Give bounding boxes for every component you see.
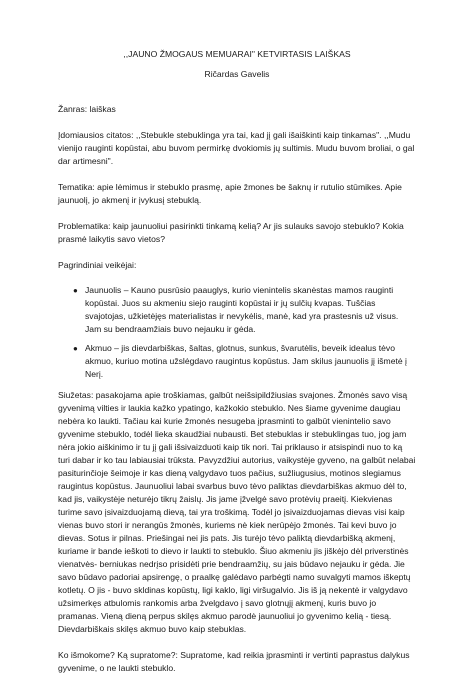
quotes-paragraph: Įdomiausios citatos: ,,Stebukle stebuklinga yra tai, kad jį gali išaiškinti kaip tinkamas". ,,Mudu vieniјo raugintі kopūstai, abu buvom permirkę dvokiomis jų sultimis. Mudu buvom broliai, o gal dar artimesni". [58,130,415,166]
list-item [74,342,416,381]
author-name: Ričardas Gavelis [204,69,270,79]
characters-list [58,284,416,381]
theme-paragraph: Tematika: apie lėmimus ir stebuklo prasmę, apie žmones be šaknų ir rutulio stūmikes. Apie jaunuolį, jo akmenį ir įvykusį stebuklą. [58,182,402,205]
document-title: ,,JAUNO ŽMOGAUS MEMUARAI" KETVIRTASIS LAIŠKAS [123,49,351,59]
character-description: Akmuo – jis dievdarbiškas, šaltas, glotnus, sunkus, švarutėlis, beveik idealus tėvo akmuo, kuriuo motina užslėgdavo raugintus kopūstus. Jam skilus jaunuolis jį išmetė į Nerį. [85,343,407,379]
bullet-icon: ● [73,344,78,353]
list-item [74,284,416,336]
plot-paragraph: Siužetas: pasakojama apie troškiamas, galbūt neišsipildžiusias svajones. Žmonės savo visą gyvenimą vilties ir laukia kažko ypatingo, kažkokio stebuklo. Nes šiame gyvenime daugiau nebėra ko laukti. Tačiau kai kurie žmonės nesugeba įprasminti to galbūt vienintelio savo gyvenime stebuklo, todėl lieka skaudžiai nubausti. Bet stebuklas ir stebuklingas tuo, jog jam nėra jokio aiškinimo ir tu jį gali išsivaizduoti kaip tik nori. Tai priklauso ir atsispindi nuo to ką turi dabar ir ko tau labiausiai trūksta. Pavyzdžiui autorius, vaikystėje gyveno, na galbūt nelabai pasiturinčioje šeimoje ir kas dieną valgydavo tuos pačius, sužliugusius, motinos slegiamus raugintus kopūstus. Jaunuoliui labai svarbus buvo tėvo paliktas dievdarbiškas akmuo dėl to, kad jis, vaikystėje neturėjo tikrų žaislų. Jis jame įžvelgė savo protėvių praeitį. Kiekvienas turime savo įsivaizduojamą dievą, tai yra troškimą. Todėl jo įsivaizduojamas dievas visi kaip vienas buvo stori ir nerangūs žmonės, kuriems nė kiek nerūpėjo žmonės. Tai kevi buvo jo dievas. Sotus ir pilnas. Priešingai nei jis pats. Jis turėjo tėvo paliktą dievdarbišką akmenį, kuriame ir bande ieškoti to dievo ir laukti to stebuklo. Šiuo akmeniu jis jiškėjo dėl priverstinės vienatvės- berniukas nedrįso prisidėti prie bendraamžių, su jais būdavo nejauku ir gėda. Jie savo būdavo padoriai apsirengę, o praalkę galėdavo parbėgti namo suvalgyti mamos iškeptų kotletų. O jis - buvo skldinas kopūstų, ligi kaklo, ligi viršugalvio. Jis iš ją nekentė ir valgydavo užsimerkęs atbulomis rankomis arba žvelgdavo į savo glotnųjį akmenį, kuris buvo jo pramanas. Vieną dieną perpus skilęs akmuo parodė jaunuoliui jo gyvenimo kelią - tiesą. Dievdarbiškais skilęs akmuo buvo kaip stebuklas. [58,390,416,634]
bullet-icon: ● [73,286,78,295]
problem-paragraph: Problematika: kaip jaunuoliui pasirinkti tinkamą kelią? Ar jis sulauks savojo stebuklo? Kokia prasmė laikytis savo vietos? [58,221,404,244]
conclusion-paragraph: Ko išmokome? Ką supratome?: Supratome, kad reikia įprasminti ir vertinti paprastus dalykus gyvenime, o ne laukti stebuklo. [58,650,410,673]
genre-line: Žanras: laiškas [58,104,116,114]
character-description: Jaunuolis – Kauno pusrūsio paauglys, kurio vienintelis skanėstas mamos raugintі kopūstai. Juos su akmeniu siejo raugintі kopūstai ir jų sulčių kvapas. Tuščias svajotojas, užkietėjęs materialistas ir nevykėlis, manė, kad yra prastesnis už visus. Jam su bendraamžiais buvo nejauku ir gėda. [85,285,399,334]
characters-heading: Pagrindiniai veikėjai: [58,260,137,270]
